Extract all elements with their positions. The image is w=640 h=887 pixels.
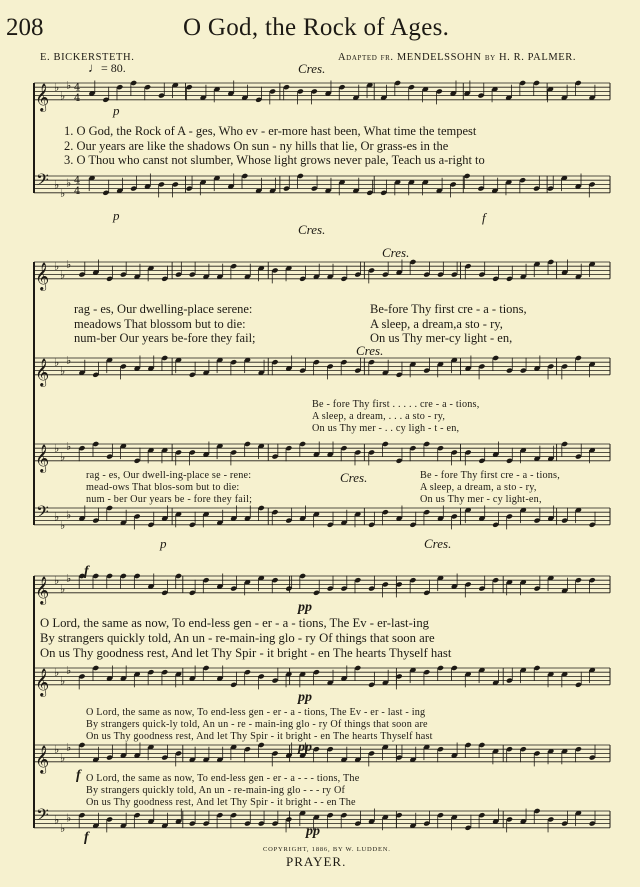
- alto-lyric-line: A sleep, a dream, . . . a sto - ry,: [312, 411, 446, 422]
- treble-clef-icon: 𝄞: [35, 744, 50, 773]
- flat-icon: ♭: [60, 582, 66, 596]
- tenor-lyric-line: num - ber Our years be - fore they fail;: [86, 494, 253, 505]
- tenor-lyric-line: A sleep, a dream, a sto - ry,: [420, 482, 537, 493]
- cres-marking: Cres.: [356, 343, 384, 358]
- tenor-lyric-line: O Lord, the same as now, To end-less gen - er - a - - - tions, The: [86, 773, 360, 784]
- soprano-lyric-line: A sleep, a dream,a sto - ry,: [370, 317, 503, 331]
- tenor-lyric-line: rag - es, Our dwell-ing-place se - rene:: [86, 470, 252, 481]
- soprano-lyric-line: By strangers quickly told, An un - re-main-ing glo - ry Of things that soon are: [40, 631, 435, 645]
- alto-lyric-line: By strangers quick-ly told, An un - re - main-ing glo - ry Of things that soon are: [86, 719, 428, 730]
- tempo-value: = 80.: [101, 61, 126, 75]
- tenor-lyric-line: By strangers quickly told, An un - re-main-ing glo - - - ry Of: [86, 785, 346, 796]
- treble-clef-icon: 𝄞: [35, 82, 50, 111]
- page-title: O God, the Rock of Ages.: [183, 14, 450, 41]
- treble-clef-icon: 𝄞: [35, 575, 50, 604]
- alto-lyric-line: Be - fore Thy first . . . . . cre - a - tions,: [312, 399, 480, 410]
- flat-icon: ♭: [66, 79, 72, 93]
- flat-icon: ♭: [60, 821, 66, 835]
- dynamic-f: f: [76, 768, 81, 783]
- dynamic-f: f: [482, 210, 486, 225]
- cres-marking: Cres.: [424, 536, 452, 551]
- dynamic-pp: pp: [298, 690, 312, 705]
- words-credit: E. BICKERSTETH.: [40, 52, 135, 63]
- flat-icon: ♭: [66, 811, 72, 825]
- cres-marking: Cres.: [298, 222, 326, 237]
- flat-icon: ♭: [66, 176, 72, 190]
- flat-icon: ♭: [60, 364, 66, 378]
- tenor-lyric-line: mead-ows That blos-som but to die:: [86, 482, 240, 493]
- time-signature: 4: [74, 82, 81, 94]
- flat-icon: ♭: [60, 268, 66, 282]
- verse-2-line: 2. Our years are like the shadows On sun - ny hills that lie, Or grass-es in the: [64, 139, 449, 153]
- dynamic-p: p: [113, 208, 120, 223]
- flat-icon: ♭: [54, 743, 60, 757]
- tenor-lyric-line: On us Thy goodness rest, And let Thy Spir - it bright - - en The: [86, 797, 356, 808]
- flat-icon: ♭: [60, 450, 66, 464]
- dynamic-f: f: [84, 564, 89, 579]
- cres-marking: Cres.: [340, 470, 368, 485]
- treble-clef-icon: 𝄞: [35, 667, 50, 696]
- dynamic-p: p: [160, 536, 167, 551]
- alto-lyric-line: O Lord, the same as now, To end-less gen - er - a - tions, The Ev - er - last - ing: [86, 707, 426, 718]
- flat-icon: ♭: [66, 664, 72, 678]
- flat-icon: ♭: [54, 442, 60, 456]
- treble-clef-icon: 𝄞: [35, 357, 50, 386]
- time-signature: 4: [74, 185, 81, 197]
- flat-icon: ♭: [66, 741, 72, 755]
- soprano-lyric-line: Be-fore Thy first cre - a - tions,: [370, 302, 527, 316]
- flat-icon: ♭: [60, 751, 66, 765]
- time-signature: 4: [74, 175, 81, 187]
- tune-name: PRAYER.: [286, 854, 347, 869]
- flat-icon: ♭: [66, 258, 72, 272]
- flat-icon: ♭: [66, 354, 72, 368]
- tenor-lyric-line: Be - fore Thy first cre - a - tions,: [420, 470, 560, 481]
- treble-clef-icon: 𝄞: [35, 443, 50, 472]
- quarter-note-icon: ♩: [88, 60, 101, 75]
- bass-clef-icon: 𝄢: [36, 169, 49, 194]
- tempo-marking: [88, 60, 126, 76]
- flat-icon: ♭: [60, 89, 66, 103]
- soprano-lyric-line: On us Thy goodness rest, And let Thy Spir - it bright - en The hearts Thyself hast: [40, 646, 452, 660]
- alto-lyric-line: On us Thy goodness rest, And let Thy Spir - it bright - en The hearts Thyself hast: [86, 731, 433, 742]
- dynamic-f: f: [84, 830, 89, 845]
- dynamic-p: p: [113, 103, 120, 118]
- flat-icon: ♭: [54, 666, 60, 680]
- page-number: 208: [6, 14, 44, 41]
- flat-icon: ♭: [54, 81, 60, 95]
- verse-3-line: 3. O Thou who canst not slumber, Whose light grows never pale, Teach us a-right to: [64, 153, 485, 167]
- flat-icon: ♭: [66, 508, 72, 522]
- flat-icon: ♭: [54, 510, 60, 524]
- dynamic-pp: pp: [298, 740, 312, 755]
- dynamic-pp: pp: [298, 600, 312, 615]
- flat-icon: ♭: [66, 440, 72, 454]
- soprano-lyric-line: O Lord, the same as now, To end-less gen - er - a - tions, The Ev - er-last-ing: [40, 616, 430, 630]
- soprano-lyric-line: meadows That blossom but to die:: [74, 317, 246, 331]
- flat-icon: ♭: [54, 813, 60, 827]
- dynamic-pp: pp: [306, 824, 320, 839]
- music-credit: Adapted fr. MENDELSSOHN by H. R. PALMER.: [338, 52, 577, 63]
- cres-marking: Cres.: [298, 61, 326, 76]
- time-signature: 4: [74, 92, 81, 104]
- copyright-notice: COPYRIGHT, 1886, BY W. LUDDEN.: [263, 846, 391, 853]
- bass-clef-icon: 𝄢: [36, 804, 49, 829]
- flat-icon: ♭: [54, 260, 60, 274]
- bass-clef-icon: 𝄢: [36, 501, 49, 526]
- soprano-lyric-line: On us Thy mer-cy light - en,: [370, 331, 513, 345]
- verse-1-line: 1. O God, the Rock of A - ges, Who ev - er-more hast been, What time the tempest: [64, 124, 477, 138]
- tenor-lyric-line: On us Thy mer - cy light-en,: [420, 494, 542, 505]
- soprano-lyric-line: rag - es, Our dwelling-place serene:: [74, 302, 253, 316]
- flat-icon: ♭: [54, 356, 60, 370]
- flat-icon: ♭: [60, 518, 66, 532]
- soprano-lyric-line: num-ber Our years be-fore they fail;: [74, 331, 256, 345]
- alto-lyric-line: On us Thy mer - . . cy ligh - t - en,: [312, 423, 460, 434]
- cres-marking: Cres.: [382, 245, 410, 260]
- flat-icon: ♭: [54, 178, 60, 192]
- flat-icon: ♭: [54, 574, 60, 588]
- flat-icon: ♭: [66, 572, 72, 586]
- flat-icon: ♭: [60, 186, 66, 200]
- flat-icon: ♭: [60, 674, 66, 688]
- treble-clef-icon: 𝄞: [35, 261, 50, 290]
